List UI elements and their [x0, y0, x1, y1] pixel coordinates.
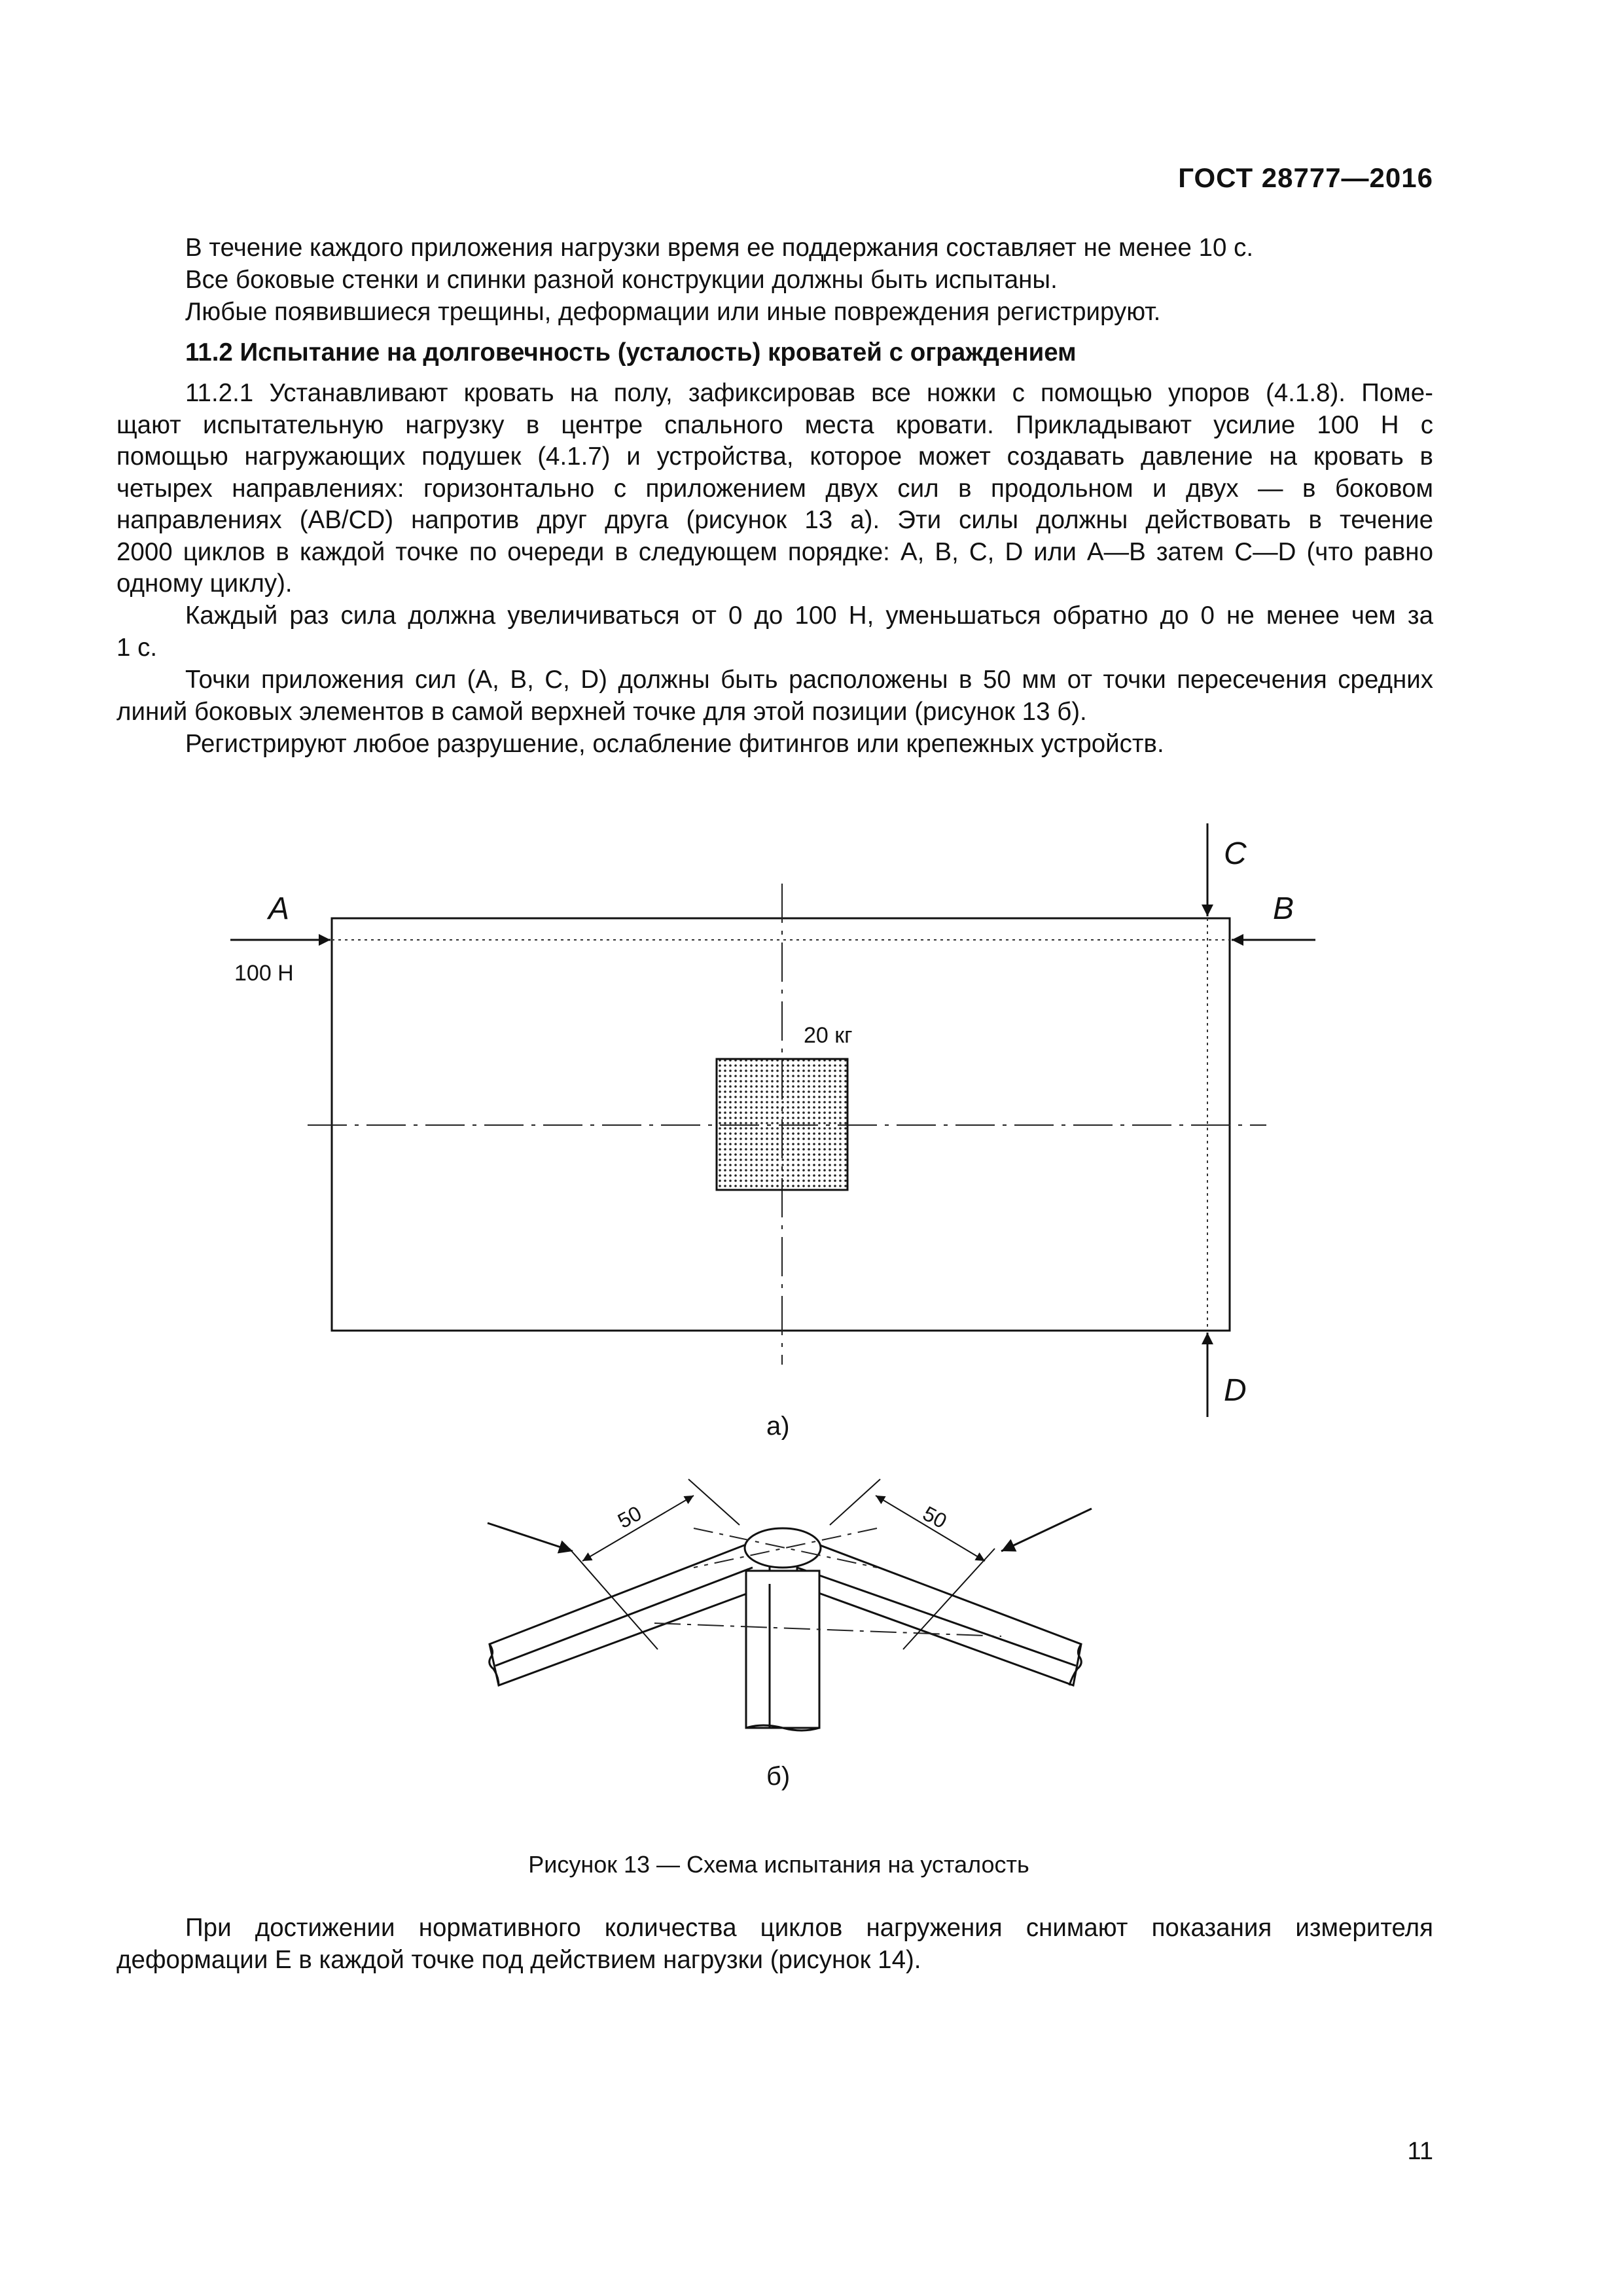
- right-rail: [797, 1542, 1081, 1685]
- label-C: C: [1224, 836, 1247, 871]
- para-line: 2000 циклов в каждой точке по очереди в следующем порядке: A, B, C, D или A—B затем C—D (что равно: [116, 537, 1433, 566]
- force-arrow-right: [1001, 1509, 1092, 1551]
- page-number: 11: [1407, 2138, 1433, 2165]
- intro-line-3: Любые появившиеся трещины, деформации или иные повреждения регистрируют.: [185, 298, 1161, 326]
- paragraph-register: Регистрируют любое разрушение, ослабление фитингов или крепежных устройств.: [185, 730, 1164, 758]
- figure-b-diagram: [0, 1453, 1623, 1820]
- leg: [746, 1571, 819, 1731]
- intro-line-2: Все боковые стенки и спинки разной конструкции должны быть испытаны.: [185, 266, 1058, 294]
- force-arrow-left: [488, 1523, 573, 1551]
- document-header: ГОСТ 28777—2016: [1178, 162, 1433, 193]
- label-D: D: [1224, 1373, 1247, 1408]
- section-heading: 11.2 Испытание на долговечность (усталость) кроватей с ограждением: [185, 338, 1077, 367]
- figure-a-sublabel: а): [766, 1412, 790, 1440]
- label-B: B: [1273, 891, 1294, 926]
- para-line: четырех направлениях: горизонтально с приложением двух сил в продольном и двух — в боковом: [116, 474, 1433, 503]
- dimension-right-label: 50: [919, 1501, 951, 1534]
- para-line: направлениях (AB/CD) напротив друг друга (рисунок 13 а). Эти силы должны действовать в течение: [116, 506, 1433, 534]
- para-line: Точки приложения сил (A, B, C, D) должны быть расположены в 50 мм от точки пересечения средних: [185, 666, 1433, 694]
- final-paragraph: [116, 1912, 1433, 1976]
- para-line: Каждый раз сила должна увеличиваться от 0 до 100 Н, уменьшаться обратно до 0 не менее чем за: [185, 601, 1433, 630]
- figure-a-diagram: [0, 785, 1623, 1440]
- para-line: При достижении нормативного количества циклов нагружения снимают показания измерителя: [185, 1914, 1433, 1942]
- intro-line-1: В течение каждого приложения нагрузки время ее поддержания составляет не менее 10 с.: [185, 234, 1254, 262]
- mass-label: 20 кг: [804, 1023, 853, 1048]
- left-rail: [490, 1542, 770, 1685]
- para-line: помощью нагружающих подушек (4.1.7) и устройства, которое может создавать давление на кровать в: [116, 442, 1433, 471]
- figure-b-sublabel: б): [766, 1762, 791, 1791]
- load-block: [717, 1059, 847, 1190]
- para-line: 11.2.1 Устанавливают кровать на полу, зафиксировав все ножки с помощью упоров (4.1.8). Поме-: [185, 379, 1433, 407]
- para-line: одному циклу).: [116, 569, 293, 598]
- figure-caption: Рисунок 13 — Схема испытания на усталость: [528, 1851, 1029, 1878]
- dimension-left-label: 50: [613, 1501, 646, 1534]
- para-line: деформации E в каждой точке под действием нагрузки (рисунок 14).: [116, 1945, 921, 1974]
- para-line: линий боковых элементов в самой верхней точке для этой позиции (рисунок 13 б).: [116, 697, 1087, 726]
- paragraph-points: [116, 664, 1433, 728]
- label-A: A: [268, 891, 290, 926]
- force-label: 100 Н: [234, 961, 294, 986]
- para-line: 1 с.: [116, 633, 158, 662]
- paragraph-force: [116, 600, 1433, 664]
- para-line: щают испытательную нагрузку в центре спального места кровати. Прикладывают усилие 100 Н с: [116, 410, 1433, 439]
- paragraph-11-2-1: [116, 378, 1433, 600]
